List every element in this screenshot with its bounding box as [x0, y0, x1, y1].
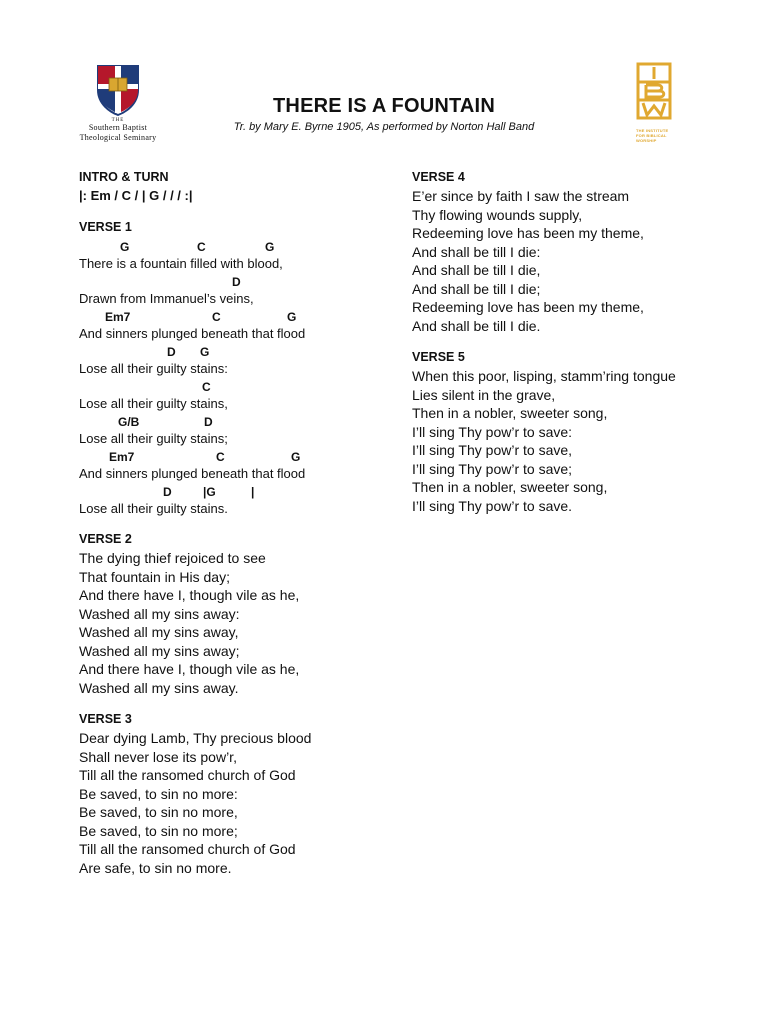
lyric-line: Till all the ransomed church of God [79, 767, 296, 783]
chord: G/B [118, 415, 140, 429]
verse5-title: VERSE 5 [412, 350, 465, 364]
chord: C [202, 380, 211, 394]
seminary-name-line1: Southern Baptist [88, 123, 148, 132]
chord: |G [203, 485, 216, 499]
chord: D [204, 415, 213, 429]
chord: C [212, 310, 221, 324]
lyric-line: Lose all their guilty stains: [79, 360, 228, 376]
chord-line [79, 237, 379, 255]
lyric-line: E’er since by faith I saw the stream [412, 188, 630, 204]
lyric-line: Drawn from Immanuel’s veins, [79, 290, 254, 306]
chord-line [79, 482, 379, 500]
chord: G [120, 240, 130, 254]
verse2-section [79, 530, 379, 697]
lyric-line: And shall be till I die; [412, 280, 541, 297]
verse4-title: VERSE 4 [412, 170, 465, 184]
lyric-line: And shall be till I die. [412, 317, 541, 334]
intro-title: INTRO & TURN [79, 170, 169, 184]
lyric-line: Are safe, to sin no more. [79, 859, 232, 876]
ibw-text [636, 128, 676, 143]
chord-line [79, 272, 379, 290]
shield-icon [96, 64, 140, 116]
lyric-line: Shall never lose its pow’r, [79, 748, 237, 765]
lyric-line: Washed all my sins away: [79, 605, 240, 622]
lyric-line: And there have I, though vile as he, [79, 661, 300, 677]
chord: Em7 [105, 310, 131, 324]
chord-line [79, 377, 379, 395]
page-subtitle: Tr. by Mary E. Byrne 1905, As performed by Norton Hall Band [233, 121, 535, 133]
lyric-line: Till all the ransomed church of God [79, 841, 296, 857]
chord: D [167, 345, 176, 359]
chord: D [232, 275, 241, 289]
lyric-line: When this poor, lisping, stamm’ring tongue [412, 368, 676, 384]
lyric-line: Thy flowing wounds supply, [412, 206, 583, 223]
verse1-section [79, 218, 379, 517]
lyric-line: Be saved, to sin no more: [79, 785, 238, 802]
ibw-text-line1: THE INSTITUTE [636, 128, 669, 133]
chord: Em7 [109, 450, 135, 464]
lyric-line: Be saved, to sin no more; [79, 822, 238, 839]
chord: G [200, 345, 210, 359]
lyric-line: And sinners plunged beneath that flood [79, 325, 306, 341]
lyric-line: That fountain in His day; [79, 568, 230, 585]
chord: G [265, 240, 275, 254]
chord-line [79, 342, 379, 360]
lyric-line: And shall be till I die, [412, 262, 541, 278]
chord-line [79, 307, 379, 325]
lyric-line: Lose all their guilty stains. [79, 500, 228, 516]
page-title: THERE IS A FOUNTAIN [273, 95, 495, 117]
lyric-line: Dear dying Lamb, Thy precious blood [79, 730, 312, 746]
chord: D [163, 485, 172, 499]
lyric-line: Lose all their guilty stains, [79, 395, 228, 411]
verse2-title: VERSE 2 [79, 532, 132, 546]
chord: C [197, 240, 206, 254]
ibw-monogram-icon [636, 62, 672, 120]
intro-section [79, 168, 379, 205]
lyric-line: Lies silent in the grave, [412, 386, 556, 403]
lyric-line: Redeeming love has been my theme, [412, 225, 644, 241]
ibw-text-line2: FOR BIBLICAL [636, 133, 667, 138]
ibw-text-line3: WORSHIP [636, 138, 657, 143]
verse3-section [79, 710, 379, 877]
lyric-line: And sinners plunged beneath that flood [79, 465, 306, 481]
lyric-line: There is a fountain filled with blood, [79, 255, 283, 271]
chord: G [287, 310, 297, 324]
lyric-line: Then in a nobler, sweeter song, [412, 479, 608, 495]
verse1-title: VERSE 1 [79, 220, 132, 234]
seminary-the: THE [111, 118, 125, 123]
seminary-name-line2: Theological Seminary [79, 133, 157, 142]
lyric-line: I’ll sing Thy pow’r to save. [412, 497, 573, 514]
lyric-line: And shall be till I die: [412, 243, 541, 260]
chord: | [251, 485, 255, 499]
lyric-line: I’ll sing Thy pow’r to save: [412, 423, 573, 440]
chord-line [79, 412, 379, 430]
chord: G [291, 450, 301, 464]
lyric-line: Washed all my sins away; [79, 642, 240, 659]
left-column [79, 168, 379, 890]
verse4-section [412, 168, 732, 335]
lyric-line: Washed all my sins away. [79, 679, 239, 696]
verse3-title: VERSE 3 [79, 712, 132, 726]
lyric-line: Be saved, to sin no more, [79, 804, 238, 820]
lyric-line: I’ll sing Thy pow’r to save; [412, 460, 573, 477]
right-column [412, 168, 732, 528]
lyric-line: The dying thief rejoiced to see [79, 550, 266, 566]
intro-chords: |: Em / C / | G / / / :| [79, 188, 193, 203]
lyric-line: Redeeming love has been my theme, [412, 299, 644, 315]
lyric-line: Washed all my sins away, [79, 624, 239, 640]
lyric-line: Then in a nobler, sweeter song, [412, 405, 608, 421]
lyric-line: I’ll sing Thy pow’r to save, [412, 442, 573, 458]
chord: C [216, 450, 225, 464]
chord-line [79, 447, 379, 465]
verse5-section [412, 348, 732, 515]
seminary-logo [62, 58, 174, 154]
lyric-line: And there have I, though vile as he, [79, 587, 300, 603]
lyric-line: Lose all their guilty stains; [79, 430, 228, 446]
ibw-logo [636, 62, 676, 143]
